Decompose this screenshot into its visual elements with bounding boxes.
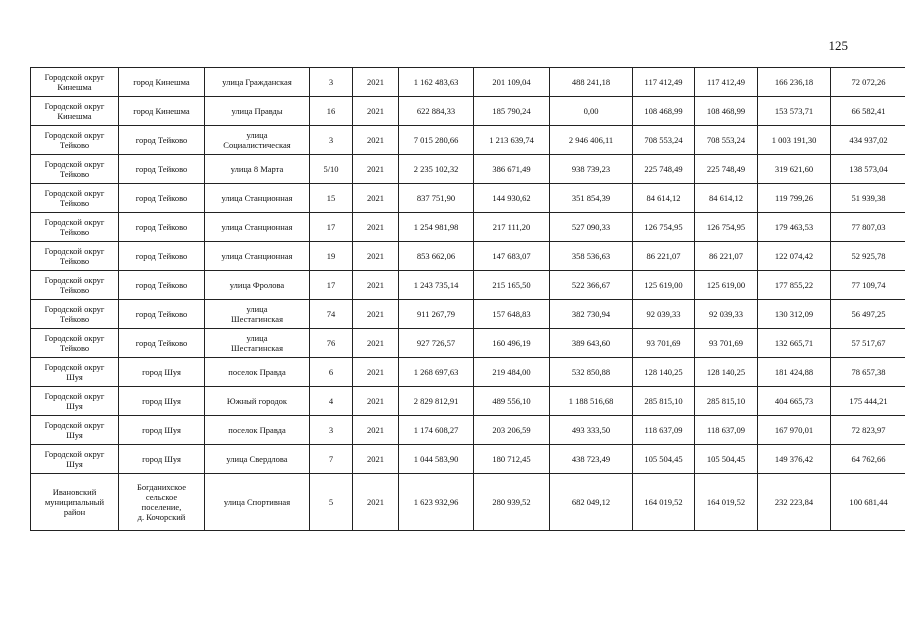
cost-col-1-cell: 1 213 639,74	[474, 126, 550, 155]
table-row	[31, 126, 905, 155]
cost-col-3-cell: 117 412,49	[633, 68, 695, 97]
cost-col-3-cell: 118 637,09	[633, 416, 695, 445]
cost-col-1-cell: 144 930,62	[474, 184, 550, 213]
street-cell: улица Социалистическая	[205, 126, 310, 155]
cost-col-1-cell: 280 939,52	[474, 474, 550, 531]
year-cell: 2021	[353, 329, 399, 358]
cost-col-4-cell: 93 701,69	[695, 329, 758, 358]
year-cell: 2021	[353, 97, 399, 126]
cost-col-5-cell: 153 573,71	[758, 97, 831, 126]
settlement-cell: город Тейково	[119, 213, 205, 242]
cost-col-2-cell: 0,00	[550, 97, 633, 126]
house-number-cell: 15	[310, 184, 353, 213]
cost-col-4-cell: 164 019,52	[695, 474, 758, 531]
district-cell: Городской округ Шуя	[31, 416, 119, 445]
street-cell: улица Свердлова	[205, 445, 310, 474]
street-cell: улица Правды	[205, 97, 310, 126]
cost-col-5-cell: 177 855,22	[758, 271, 831, 300]
cost-col-5-cell: 122 074,42	[758, 242, 831, 271]
cost-col-5-cell: 232 223,84	[758, 474, 831, 531]
district-cell: Городской округ Кинешма	[31, 97, 119, 126]
total-cost-cell: 1 623 932,96	[399, 474, 474, 531]
house-number-cell: 76	[310, 329, 353, 358]
street-cell: улица Фролова	[205, 271, 310, 300]
district-cell: Городской округ Тейково	[31, 271, 119, 300]
street-cell: улица Шестагинская	[205, 329, 310, 358]
cost-col-3-cell: 86 221,07	[633, 242, 695, 271]
cost-col-2-cell: 351 854,39	[550, 184, 633, 213]
total-cost-cell: 853 662,06	[399, 242, 474, 271]
cost-col-1-cell: 185 790,24	[474, 97, 550, 126]
table-row	[31, 242, 905, 271]
table-row	[31, 155, 905, 184]
total-cost-cell: 7 015 280,66	[399, 126, 474, 155]
cost-col-6-cell: 77 109,74	[831, 271, 905, 300]
cost-col-4-cell: 86 221,07	[695, 242, 758, 271]
table-row	[31, 358, 905, 387]
total-cost-cell: 1 162 483,63	[399, 68, 474, 97]
street-cell: улица Станционная	[205, 242, 310, 271]
district-cell: Городской округ Кинешма	[31, 68, 119, 97]
district-cell: Городской округ Тейково	[31, 300, 119, 329]
cost-col-2-cell: 389 643,60	[550, 329, 633, 358]
settlement-cell: Богданихское сельское поселение, д. Кочорский	[119, 474, 205, 531]
cost-col-5-cell: 119 799,26	[758, 184, 831, 213]
cost-col-4-cell: 117 412,49	[695, 68, 758, 97]
cost-col-6-cell: 52 925,78	[831, 242, 905, 271]
cost-col-1-cell: 201 109,04	[474, 68, 550, 97]
district-cell: Городской округ Тейково	[31, 329, 119, 358]
total-cost-cell: 911 267,79	[399, 300, 474, 329]
cost-col-2-cell: 493 333,50	[550, 416, 633, 445]
cost-col-5-cell: 132 665,71	[758, 329, 831, 358]
table-row	[31, 97, 905, 126]
total-cost-cell: 1 254 981,98	[399, 213, 474, 242]
total-cost-cell: 1 243 735,14	[399, 271, 474, 300]
cost-col-6-cell: 78 657,38	[831, 358, 905, 387]
cost-col-2-cell: 532 850,88	[550, 358, 633, 387]
district-cell: Городской округ Шуя	[31, 358, 119, 387]
district-cell: Городской округ Тейково	[31, 126, 119, 155]
year-cell: 2021	[353, 155, 399, 184]
house-number-cell: 5	[310, 474, 353, 531]
cost-col-2-cell: 382 730,94	[550, 300, 633, 329]
settlement-cell: город Тейково	[119, 126, 205, 155]
cost-col-4-cell: 84 614,12	[695, 184, 758, 213]
house-number-cell: 3	[310, 416, 353, 445]
year-cell: 2021	[353, 271, 399, 300]
house-number-cell: 3	[310, 68, 353, 97]
cost-col-4-cell: 708 553,24	[695, 126, 758, 155]
year-cell: 2021	[353, 358, 399, 387]
cost-col-2-cell: 358 536,63	[550, 242, 633, 271]
cost-col-2-cell: 522 366,67	[550, 271, 633, 300]
year-cell: 2021	[353, 387, 399, 416]
cost-col-3-cell: 92 039,33	[633, 300, 695, 329]
cost-col-4-cell: 128 140,25	[695, 358, 758, 387]
table-row	[31, 300, 905, 329]
year-cell: 2021	[353, 474, 399, 531]
cost-col-3-cell: 93 701,69	[633, 329, 695, 358]
cost-col-2-cell: 938 739,23	[550, 155, 633, 184]
house-number-cell: 17	[310, 213, 353, 242]
cost-col-4-cell: 118 637,09	[695, 416, 758, 445]
total-cost-cell: 837 751,90	[399, 184, 474, 213]
district-cell: Ивановский муниципальный район	[31, 474, 119, 531]
settlement-cell: город Тейково	[119, 329, 205, 358]
house-number-cell: 74	[310, 300, 353, 329]
street-cell: улица Станционная	[205, 184, 310, 213]
cost-col-3-cell: 128 140,25	[633, 358, 695, 387]
house-number-cell: 4	[310, 387, 353, 416]
district-cell: Городской округ Тейково	[31, 184, 119, 213]
cost-col-6-cell: 66 582,41	[831, 97, 905, 126]
year-cell: 2021	[353, 242, 399, 271]
cost-col-2-cell: 527 090,33	[550, 213, 633, 242]
district-cell: Городской округ Тейково	[31, 155, 119, 184]
total-cost-cell: 1 268 697,63	[399, 358, 474, 387]
cost-col-3-cell: 285 815,10	[633, 387, 695, 416]
cost-col-6-cell: 64 762,66	[831, 445, 905, 474]
year-cell: 2021	[353, 68, 399, 97]
settlement-cell: город Тейково	[119, 271, 205, 300]
street-cell: Южный городок	[205, 387, 310, 416]
cost-col-4-cell: 105 504,45	[695, 445, 758, 474]
cost-col-3-cell: 125 619,00	[633, 271, 695, 300]
street-cell: улица Спортивная	[205, 474, 310, 531]
cost-col-5-cell: 166 236,18	[758, 68, 831, 97]
district-cell: Городской округ Шуя	[31, 445, 119, 474]
cost-col-1-cell: 180 712,45	[474, 445, 550, 474]
cost-col-4-cell: 285 815,10	[695, 387, 758, 416]
street-cell: поселок Правда	[205, 416, 310, 445]
cost-col-3-cell: 105 504,45	[633, 445, 695, 474]
cost-col-6-cell: 72 072,26	[831, 68, 905, 97]
settlement-cell: город Кинешма	[119, 97, 205, 126]
settlement-cell: город Шуя	[119, 358, 205, 387]
cost-col-2-cell: 488 241,18	[550, 68, 633, 97]
total-cost-cell: 927 726,57	[399, 329, 474, 358]
settlement-cell: город Шуя	[119, 416, 205, 445]
table-row	[31, 387, 905, 416]
street-cell: улица Шестагинская	[205, 300, 310, 329]
cost-col-4-cell: 108 468,99	[695, 97, 758, 126]
cost-col-1-cell: 215 165,50	[474, 271, 550, 300]
total-cost-cell: 2 235 102,32	[399, 155, 474, 184]
year-cell: 2021	[353, 126, 399, 155]
cost-col-6-cell: 77 807,03	[831, 213, 905, 242]
cost-col-6-cell: 72 823,97	[831, 416, 905, 445]
total-cost-cell: 2 829 812,91	[399, 387, 474, 416]
district-cell: Городской округ Тейково	[31, 213, 119, 242]
table-row	[31, 445, 905, 474]
total-cost-cell: 1 174 608,27	[399, 416, 474, 445]
cost-col-4-cell: 225 748,49	[695, 155, 758, 184]
table-row	[31, 329, 905, 358]
table-row	[31, 184, 905, 213]
total-cost-cell: 622 884,33	[399, 97, 474, 126]
cost-col-1-cell: 160 496,19	[474, 329, 550, 358]
table-row	[31, 416, 905, 445]
house-number-cell: 19	[310, 242, 353, 271]
district-cell: Городской округ Тейково	[31, 242, 119, 271]
cost-col-5-cell: 181 424,88	[758, 358, 831, 387]
table-row	[31, 271, 905, 300]
cost-col-2-cell: 682 049,12	[550, 474, 633, 531]
year-cell: 2021	[353, 213, 399, 242]
cost-col-4-cell: 125 619,00	[695, 271, 758, 300]
cost-col-5-cell: 149 376,42	[758, 445, 831, 474]
cost-col-3-cell: 84 614,12	[633, 184, 695, 213]
cost-col-6-cell: 138 573,04	[831, 155, 905, 184]
cost-col-5-cell: 1 003 191,30	[758, 126, 831, 155]
house-number-cell: 16	[310, 97, 353, 126]
cost-col-5-cell: 179 463,53	[758, 213, 831, 242]
year-cell: 2021	[353, 416, 399, 445]
cost-col-6-cell: 175 444,21	[831, 387, 905, 416]
page-number: 125	[828, 38, 848, 53]
cost-col-1-cell: 217 111,20	[474, 213, 550, 242]
cost-col-1-cell: 157 648,83	[474, 300, 550, 329]
cost-col-2-cell: 1 188 516,68	[550, 387, 633, 416]
table-row	[31, 68, 905, 97]
street-cell: поселок Правда	[205, 358, 310, 387]
cost-col-2-cell: 438 723,49	[550, 445, 633, 474]
cost-col-1-cell: 386 671,49	[474, 155, 550, 184]
cost-col-3-cell: 108 468,99	[633, 97, 695, 126]
settlement-cell: город Тейково	[119, 184, 205, 213]
cost-col-1-cell: 203 206,59	[474, 416, 550, 445]
cost-col-3-cell: 225 748,49	[633, 155, 695, 184]
cost-col-2-cell: 2 946 406,11	[550, 126, 633, 155]
repair-register-table	[30, 67, 905, 531]
settlement-cell: город Тейково	[119, 155, 205, 184]
district-cell: Городской округ Шуя	[31, 387, 119, 416]
cost-col-3-cell: 126 754,95	[633, 213, 695, 242]
house-number-cell: 6	[310, 358, 353, 387]
settlement-cell: город Тейково	[119, 300, 205, 329]
table-row	[31, 474, 905, 531]
house-number-cell: 7	[310, 445, 353, 474]
settlement-cell: город Шуя	[119, 387, 205, 416]
cost-col-4-cell: 126 754,95	[695, 213, 758, 242]
cost-col-5-cell: 167 970,01	[758, 416, 831, 445]
cost-col-6-cell: 51 939,38	[831, 184, 905, 213]
year-cell: 2021	[353, 300, 399, 329]
cost-col-5-cell: 130 312,09	[758, 300, 831, 329]
house-number-cell: 5/10	[310, 155, 353, 184]
cost-col-3-cell: 708 553,24	[633, 126, 695, 155]
settlement-cell: город Кинешма	[119, 68, 205, 97]
settlement-cell: город Шуя	[119, 445, 205, 474]
house-number-cell: 3	[310, 126, 353, 155]
cost-col-4-cell: 92 039,33	[695, 300, 758, 329]
cost-col-1-cell: 147 683,07	[474, 242, 550, 271]
table-row	[31, 213, 905, 242]
street-cell: улица Гражданская	[205, 68, 310, 97]
year-cell: 2021	[353, 184, 399, 213]
cost-col-5-cell: 404 665,73	[758, 387, 831, 416]
settlement-cell: город Тейково	[119, 242, 205, 271]
street-cell: улица 8 Марта	[205, 155, 310, 184]
street-cell: улица Станционная	[205, 213, 310, 242]
cost-col-6-cell: 57 517,67	[831, 329, 905, 358]
cost-col-6-cell: 434 937,02	[831, 126, 905, 155]
cost-col-1-cell: 219 484,00	[474, 358, 550, 387]
year-cell: 2021	[353, 445, 399, 474]
house-number-cell: 17	[310, 271, 353, 300]
cost-col-3-cell: 164 019,52	[633, 474, 695, 531]
cost-col-6-cell: 100 681,44	[831, 474, 905, 531]
cost-col-6-cell: 56 497,25	[831, 300, 905, 329]
cost-col-5-cell: 319 621,60	[758, 155, 831, 184]
cost-col-1-cell: 489 556,10	[474, 387, 550, 416]
total-cost-cell: 1 044 583,90	[399, 445, 474, 474]
